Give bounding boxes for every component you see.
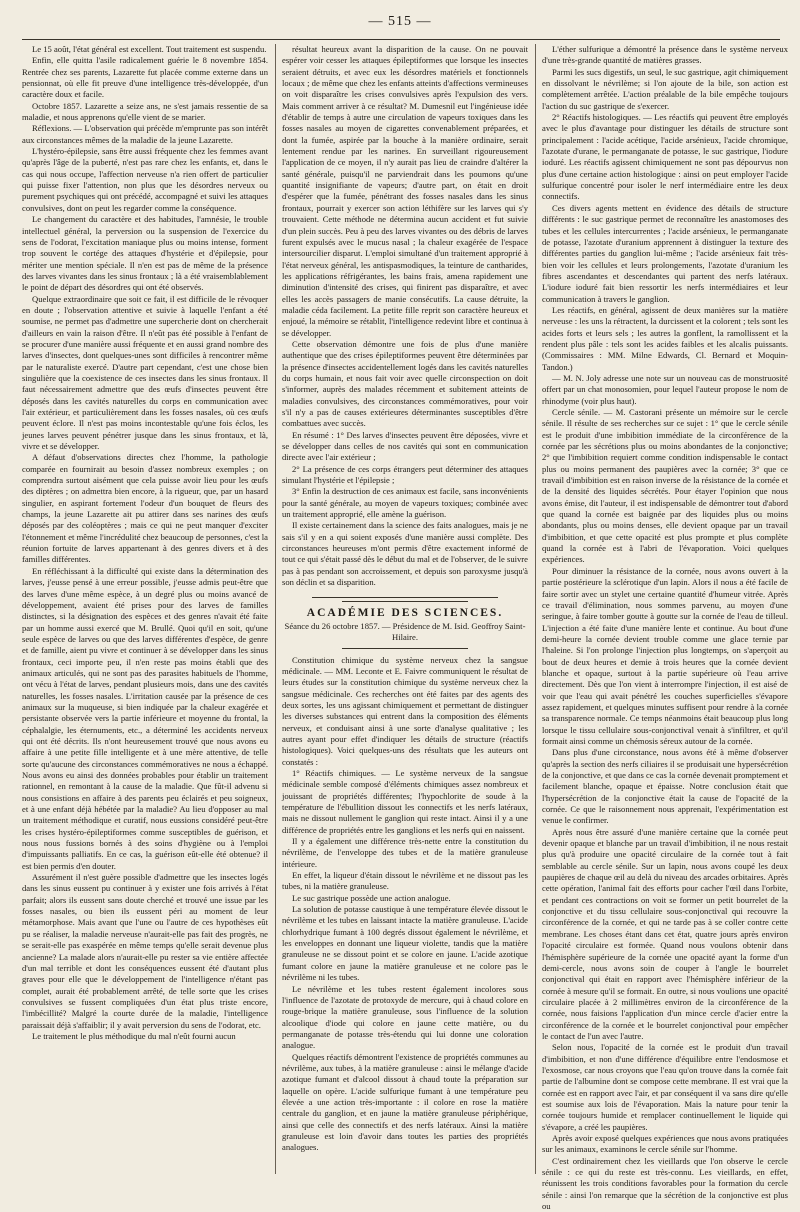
paragraph: Ces divers agents mettent en évidence des détails de structure différents : le suc gastrique permet de reconnaître les anastomoses des tubes et les cellules intercurrentes ; l'acide arsénieux, le permanganate de potasse, l'azotate d'uranium apprennent à distinguer la texture des différentes parties du ganglion lui-même ; l'acide arsénieux fait très-bien voir les cellules et leurs prolongements, l'azotate d'uranium les fibres ascendantes et descendantes qui partent des nerfs latéraux. L'iodure ioduré fait bien ressortir les nerfs intermédiaires et leur communication à travers le ganglion. <box>542 202 788 304</box>
paragraph: Il existe certainement dans la science des faits analogues, mais je ne sais s'il y en a qui soient exposés d'une manière aussi complète. Des circonstances heureuses m'ont permis d'être exactement informé de tout ce qui s'était passé dès le début du mal et de l'observer, de le suivre pas à pas pendant son accroissement, et depuis son paroxysme jusqu'à son déclin et sa disparition. <box>282 520 528 588</box>
section-rule-thin <box>342 601 468 602</box>
paragraph: Dans plus d'une circonstance, nous avons été à même d'observer qu'après la section des nerfs ciliaires il se produisait une hypersécrétion de la conjonctive, et que dans ce cas la cornée devenait promptement et facilement blanche, opaque et épaisse. Notre conclusion était que l'hypersécrétion de la conjonctive était la cause de l'opacité de la cornée. Ce que le raisonnement nous apprenait, l'expérimentation est venue le confirmer. <box>542 747 788 826</box>
column-1 <box>22 44 268 1174</box>
section-rule-thin-2 <box>342 648 468 649</box>
paragraph: Le suc gastrique possède une action analogue. <box>292 892 451 903</box>
page-header <box>0 14 800 40</box>
paragraph: résultat heureux avant la disparition de la cause. On ne pouvait espérer voir cesser les attaques épileptiformes que lorsque les insectes seraient détruits, et avec eux les désordres matériels et fonctionnels locaux ; de même que chez les enfants atteints d'affections vermineuses on voit disparaître les crises convulsives après l'expulsion des vers. Mais comment arriver à ce résultat? M. Dumesnil eut l'ingénieuse idée d'établir de temps à autre une circulation de vapeurs toxiques dans les fosses nasales au moyen de cigarettes convenablement préparées, et dont la fumée, aspirée par la bouche à la manière ordinaire, serait lentement rendue par les narines. En surveillant rigoureusement l'application de ce moyen, il n'y aurait pas lieu de craindre d'altérer la santé générale, puisqu'il ne parviendrait dans les poumons qu'une quantité insignifiante de vapeurs; d'autre part, on était en droit d'espérer que la fumée, pénétrant des fosses nasales dans les sinus frontaux, pourrait y exercer son action léthifère sur les larves qui s'y trouvaient. Cette méthode ne détermina aucun accident et fut suivie d'un plein succès. Peu à peu des larves vivantes ou des débris de larves furent expulsés avec le mucus nasal ; la chaleur exagérée de l'espace intersourcilier disparut. L'emploi simultané d'un traitement approprié à l'état nerveux général, les antispasmodiques, la teinture de cantharides, les applications réfrigérantes, les bains frais, amena rapidement une diminution d'intensité des crises, qui finirent pas disparaître, et avec elles les accès passagers de manie consécutifs. La cause détruite, la maladie céda facilement. La petite fille reprit son caractère heureux et enjoué, la mémoire se rétablit, l'intelligence redevint libre et continua à se développer. <box>282 44 528 338</box>
paragraph: Parmi les sucs digestifs, un seul, le suc gastrique, agit chimiquement en dissolvant le névrilème; si l'on ajoute de la bile, son action est complètement arrêtée. L'action préalable de la bile empêche toujours l'action du suc gastrique de s'exercer. <box>542 66 788 111</box>
column-3 <box>542 44 788 1212</box>
paragraph: En résumé : 1° Des larves d'insectes peuvent être déposées, vivre et se développer dans celles de nos cavités qui sont en communication directe avec l'air extérieur ; <box>282 429 528 463</box>
paragraph: — M. N. Joly adresse une note sur un nouveau cas de monstruosité offert par un chat monosomien, pour lequel l'auteur propose le nom de rhinodyme (voir plus haut). <box>542 372 788 406</box>
academy-title: ACADÉMIE DES SCIENCES. <box>306 606 504 619</box>
paragraph: C'est ordinairement chez les vieillards que l'on observe le cercle sénile : ce qui du reste est très-connu. Les vieillards, en effet, réunissent les trois conditions favorables pour la formation du cercle sénile : ainsi l'on remarque que la sécrétion de la conjonctive est plus ou <box>542 1155 788 1212</box>
paragraph: En réfléchissant à la difficulté qui existe dans la détermination des larves, j'eusse pensé à une erreur possible, j'eusse admis peut-être que des larves d'une même espèce, à un degré plus ou moins avancé de développement, avaient été prises pour des larves de familles distinctes, si la désignation des espèces et des genres n'avait été faite par un homme aussi exercé que M. Brullé. Quoi qu'il en soit, qu'une seule espèce de larves ou que des larves différentes d'espèce, de genre et de famille, aient pu vivre et continuer à se développer dans les sinus frontaux, ceci importe peu, il n'en reste pas moins établi que des animaux articulés, qui ne sont pas des parasites habituels de l'homme, ont vécu à l'état de larves, pendant plusieurs mois, dans une des cavités naturelles, les fosses nasales. L'irritation causée par la présence de ces animaux sur la muqueuse, si bien indiquée par la chaleur exagérée et persistante observée vers la partie inférieure et moyenne du frontal, la céphalalgie, les éternuments, etc., a déterminé les accidents nerveux qui ont été décrits. Ils n'ont heureusement trouvé que nous avons eu affaire à une petite fille intelligente et à une mère attentive, de telle sorte qu'aucune des circonstances commémoratives ne nous a échappé. Nous avons eu ainsi des données probables pour établir un traitement rationnel, en remontant à la cause de la maladie. Que fût-il advenu si nous consistions en affaire à des parents peu éclairés et peu soigneux, et à une enfant déjà hébétée par la maladie? Au lieu d'opposer au mal un traitement méthodique et curatif, nous eussions considéré peut-être les crises hystéro-épileptiformes comme susceptibles de guérison, et nous nous fussions bornés à des soins d'hygiène ou à l'emploi d'impuissants palliatifs. En ce cas, la guérison eût-elle été obtenue? il est bien permis d'en douter. <box>22 565 268 871</box>
paragraph: En effet, la liqueur d'étain dissout le névrilème et ne dissout pas les tubes, ni la matière granuleuse. <box>282 870 528 892</box>
paragraph: Réflexions. — L'observation qui précède m'emprunte pas son intérêt aux circonstances mêmes de la maladie de la jeune Lazarette. <box>22 123 268 145</box>
paragraph: Après avoir exposé quelques expériences que nous avons pratiquées sur les animaux, examinons le cercle sénile sur l'homme. <box>542 1133 788 1155</box>
paragraph: Le traitement le plus méthodique du mal n'eût fourni aucun <box>32 1030 236 1041</box>
paragraph: Pour diminuer la résistance de la cornée, nous avons ouvert à la partie postérieure la sclérotique d'un lapin. Alors il nous a été facile de faire sortir avec un stylet une certaine quantité d'humeur vitrée. Après ce travail d'élimination, nous sommes parvenu, au moyen d'une seringue, à faire tomber goutte à goutte sur la cornée de l'eau de tilleul. L'injection a été faite d'une manière lente et continue. Au bout d'une demi-heure la cornée devient trouble comme une glace ternie par l'haleine. Si l'on prolonge l'injection plus longtemps, on s'aperçoit au bout de deux heures et demie à trois heures que la cornée devient blanche et opaque, surtout à la partie supérieure où l'eau arrive directement. Dès que l'on vient à interrompre l'injection, il est aisé de voir que l'eau qui avait pénétré les couches superficielles s'évapore assez rapidement, et quelques minutes suffisent pour rendre à la cornée sa transparence normale. Ce temps néanmoins était beaucoup plus long lorsque le tissu cellulaire sous-conjonctival venait à s'infiltrer, et qu'il formait ainsi comme un chémosis séreux autour de la cornée. <box>542 565 788 746</box>
paragraph: Le 15 août, l'état général est excellent. Tout traitement est suspendu. <box>32 44 267 54</box>
paragraph: Quelques réactifs démontrent l'existence de propriétés communes au névrilème, aux tubes, à la matière granuleuse : ainsi le mélange d'acide azotique fumant et d'alcool dissout à chaud toute la préparation sur laquelle on opère. L'acide sulfurique fumant à une température peu élevée a une action très-importante : il colore en rose la matière centrale du ganglion, et en jaune la matière granuleuse périphérique, ainsi que celle des connectifs et des nerfs latéraux. Ainsi la matière granuleuse est loin d'avoir dans toutes les parties des propriétés analogues. <box>282 1051 528 1153</box>
column-2-bottom <box>282 655 528 1154</box>
column-2 <box>282 44 528 1174</box>
column-2-top <box>282 44 528 589</box>
paragraph: Les réactifs, en général, agissent de deux manières sur la matière nerveuse : les uns la rétractent, la durcissent et la colorent ; tels sont les acides forts et leurs sels ; les autres la gonflent, la ramollissent et la rendent plus pâle : tels sont les acides faibles et les alcalis puissants. (Commissaires : MM. Milne Edwards, Cl. Bernard et Moquin-Tandon.) <box>542 304 788 372</box>
paragraph: Cette observation démontre une fois de plus d'une manière authentique que des crises épileptiformes peuvent être déterminées par la présence d'insectes accidentellement logés dans les cavités naturelles du corps humain, et nous fait voir avec quelle circonspection on doit s'informer, auprès des malades récemment et subitement atteints de maladies convulsives, des circonstances commémoratives, pour voir s'il n'y a pas de causes extérieures déterminantes susceptibles d'être combattues avec succès. <box>282 338 528 429</box>
paragraph: La solution de potasse caustique à une température élevée dissout le névrilème et les tubes en laissant intacte la matière granuleuse. L'acide chlorhydrique fumant à 100 degrés dissout également le névrilème, et les enveloppes en donnant une liqueur violette, tandis que la matière granuleuse ne se dissout point et se colore en jaune. L'acide azotique fumant colore en jaune la matière granuleuse et ne colore pas le névrilème ni les tubes. <box>282 904 528 983</box>
paragraph: A défaut d'observations directes chez l'homme, la pathologie comparée en fournirait au besoin d'assez nombreux exemples ; on comprendra surtout aisément que cela puisse avoir lieu pour les œufs des diptères ; on admettra bien encore, à la rigueur, que, par un hasard singulier, en aspirant fortement l'odeur d'un bouquet de fleurs des champs, la jeune Lazarette ait pu attirer dans ses narines des œufs déposés par des coléoptères ; mais ce qui ne peut manquer d'exciter l'étonnement et même l'incrédulité chez beaucoup de personnes, c'est la réunion fortuite de larves appartenant à des genres divers et à des familles différentes. <box>22 452 268 565</box>
paragraph: 2° Réactifs histologiques. — Les réactifs qui peuvent être employés avec le plus d'avantage pour distinguer les détails de structure sont principalement : l'acide acétique, l'acide arsénieux, l'acide chromique, l'azotate d'urane, le permanganate de potasse, le suc gastrique, l'iodure ioduré. Les réactifs agissent chimiquement ne sont pas dépourvus non plus d'une certaine action histologique : ainsi on peut employer l'acide sulfurique concentré pour isoler le nerf intermédiaire entre les deux connectifs. <box>542 112 788 202</box>
paragraph: Enfin, elle quitta l'asile radicalement guérie le 8 novembre 1854. Rentrée chez ses parents, Lazarette fut placée comme externe dans un pensionnat, où elle fit preuve d'une intelligence très-développée, d'un caractère doux et facile. <box>22 55 268 100</box>
paragraph: Cercle sénile. — M. Castorani présente un mémoire sur le cercle sénile. Il résulte de ses recherches sur ce sujet : 1° que le cercle sénile est le produit d'une imbibition immédiate de la circonférence de la cornée par les sécrétions plus ou moins abondantes de la conjonctive; 2° que l'imbibition requiert comme condition indispensable le contact plus ou moins permanent des paupières avec la cornée; 3° que ce travail d'imbibition est en raison inverse de la résistance de la cornée et de la densité des liquides sécrétés. Pour étayer l'opinion que nous avons émise, dit l'auteur, il est indispensable de démontrer tout d'abord que quand la cornée est baignée par des liquides plus ou moins abondants, plus ou moins denses, elle devient opaque par un travail d'imbibition, et que cette opacité est plus prompte et plus complète quand la cornée est à l'abri de l'évaporation. Voici quelques expériences. <box>542 407 788 565</box>
paragraph: Le névrilème et les tubes restent également incolores sous l'influence de l'azotate de protoxyde de mercure, qui à chaud colore en rouge-brique la matière granuleuse, sous l'influence de la solution alcoolique d'iode qui colore en jaune cette matière, ou du permanganate de potasse très-étendu qui lui donne une coloration analogue. <box>282 983 528 1051</box>
paragraph: 1° Réactifs chimiques. — Le système nerveux de la sangsue médicinale semble composé d'éléments chimiques assez nombreux et jouissant de propriétés différentes; l'hypochlorite de soude à la température de l'ébullition dissout les connectifs et les nerfs latéraux, mais ne dissout nullement le ganglion qui reste intact. Ainsi il y a une différence de propriétés entre les ganglions et les nerfs qui en naissent. <box>282 767 528 835</box>
section-rule <box>312 597 498 598</box>
paragraph: L'éther sulfurique a démontré la présence dans le système nerveux d'une très-grande quantité de matières grasses. <box>542 44 788 66</box>
paragraph: Selon nous, l'opacité de la cornée est le produit d'un travail d'imbibition, et non d'une différence d'équilibre entre l'endosmose et l'exosmose, car nous croyons que l'eau qu'on trouve dans la cornée fait partie de l'albumine dont se compose cette membrane. Il est vrai que la cornée est en rapport avec l'air, et par conséquent il va sans dire qu'elle est soumise aux lois de l'évaporation. Mais la nature pour tenir la cornée toujours humide et remplacer continuellement le liquide qui s'évapore, a créé les paupières. <box>542 1042 788 1132</box>
paragraph: Assurément il n'est guère possible d'admettre que les insectes logés dans les sinus eussent pu continuer à y exister une fois arrivés à l'état parfait; alors ils eussent sans doute cherché et trouvé une issue par les fosses nasales, ou bien ils eussent péri au moment de leur métamorphose. Mais avant que l'une ou l'autre de ces hypothèses eût pu se réaliser, la maladie nerveuse n'aurait-elle pas fait des progrès, ne se serait-elle pas exaspérée en même temps qu'elle serait devenue plus ancienne? La malade alors n'aurait-elle pu rester sa vie entière affectée d'un mal terrible et dont les conséquences eussent été d'autant plus graves pour elle que le développement de l'intelligence n'étant pas complet, aurait été probablement arrêté, de telle sorte que les crises convulsives se fussent compliquées d'un état plus triste encore, l'imbécillité? Malgré la courte durée de la maladie, l'intelligence paraissait déjà s'affaiblir; il y avait perversion du sens de l'odorat, etc. <box>22 872 268 1030</box>
page-number: — 515 — <box>368 14 432 29</box>
paragraph: Le changement du caractère et des habitudes, l'amnésie, le trouble intellectuel général, la perversion ou la suspension de l'exercice du sens de l'odorat, l'excitation maniaque plus ou moins intense, forment trop souvent le cortége des attaques d'hystérie et d'épilepsie, pour mériter une mention spéciale. Il n'en est pas de même de la présence des larves vivantes dans les sinus frontaux ; là a été vraisemblablement le point de départ des désordres qui ont été observés. <box>22 214 268 293</box>
column-divider <box>535 44 536 1174</box>
paragraph: 3° Enfin la destruction de ces animaux est facile, sans inconvénients pour la santé générale, au moyen de vapeurs toxiques; combinée avec un traitement approprié, elle amène la guérison. <box>282 486 528 520</box>
paragraph: Octobre 1857. Lazarette a seize ans, ne s'est jamais ressentie de sa maladie, et nous apprenons qu'elle vient de se marier. <box>22 100 268 123</box>
paragraph: L'hystéro-épilepsie, sans être aussi fréquente chez les femmes avant qu'après l'âge de la puberté, n'est pas rare chez les enfants, et, dans le cas qui nous occupe, l'affection nerveuse n'a rien offert de particulier qui puisse fixer l'attention, non plus que les désordres nerveux ou purement psychiques qui ont précédé, accompagné et suivi les attaques convulsives, dont on peut les regarder comme la conséquence. <box>22 146 268 213</box>
paragraph: 2° La présence de ces corps étrangers peut déterminer des attaques simulant l'hystérie et l'épilepsie ; <box>282 463 528 486</box>
paragraph: Quelque extraordinaire que soit ce fait, il est difficile de le révoquer en doute ; l'observation attentive et suivie à laquelle l'enfant a été soumise, ne permet pas d'admettre une supercherie dont on chercherait d'ailleurs en vain la raison d'être. Il n'eût pas été possible à l'enfant de se procurer d'une manière aussi fréquente et en aussi grand nombre des larves d'insectes, dont quelques-unes sont difficiles à rencontrer même par le naturaliste exercé. D'autre part cependant, c'est une chose bien singulière que la coexistence de ces insectes dans les sinus frontaux. Il faut nécessairement admettre que des œufs d'insectes peuvent être déposés dans les cavités naturelles du corps en communication avec l'air extérieur, et particulièrement dans les fosses nasales, où ces œufs peuvent éclore. Il n'est pas moins incontestable qu'une fois éclos, les jeunes larves peuvent pénétrer jusque dans les sinus frontaux, et là, vivre et se développer. <box>22 293 268 452</box>
session-line: Séance du 26 octobre 1857. — Présidence de M. Isid. Geoffroy Saint-Hilaire. <box>284 620 526 643</box>
column-divider <box>275 44 276 1174</box>
paragraph: Après nous être assuré d'une manière certaine que la cornée peut devenir opaque et blanche par un travail d'imbibition, il ne nous restait plus qu'à produire une opacité circulaire de la cornée tout à fait semblable au cercle sénile. Sur un lapin, nous avons coupé les deux paupières de chaque œil au delà du niveau des arcades orbitaires. Après cette opération, l'animal fait des efforts pour cacher l'œil dans l'orbite, et pendant ces contractions on voit se former un petit bourrelet de la conjonctive et du tissu cellulaire sous-conjonctival qui recouvre la circonférence de la cornée, et qui ne tarde pas à se coller contre cette membrane. Les choses étant dans cet état, quatre jours après environ l'opacité circulaire est formée. Quand nous voulons obtenir dans l'hémisphère supérieure de la cornée une opacité ayant la forme d'un demi-cercle, nous avons soin de couper à l'angle le bourrelet conjonctival qui était en rapport avec l'hémisphère inférieur de la cornée à mesure qu'il se formait. En outre, si nous voulions une opacité circulaire placée à 2 millimètres environ de la circonférence de la cornée, nous faisions l'application d'un mince cercle d'acier entre la circonférence de la cornée et le bourrelet conjonctival pour empêcher le contact de l'un avec l'autre. <box>542 826 788 1041</box>
paragraph: Constitution chimique du système nerveux chez la sangsue médicinale. — MM. Leconte et E. Faivre communiquent le résultat de leurs études sur la constitution chimique du système nerveux chez la sangsue médicinale. Ces recherches ont été faites par des agents des deux sortes, les uns agissant chimiquement et permettant de distinguer les diverses substances qui entrent dans la composition des éléments nerveux, et conduisant ainsi à une sorte d'analyse qualitative ; les autres ayant pour effet d'indiquer les détails de structure (réactifs histologiques). Voici quelques-uns des résultats que les auteurs ont constatés : <box>282 654 528 767</box>
paragraph: Il y a également une différence très-nette entre la constitution du névrilème, de l'enveloppe des tubes et de la matière granuleuse intérieure. <box>282 836 528 869</box>
header-rule <box>22 39 780 40</box>
